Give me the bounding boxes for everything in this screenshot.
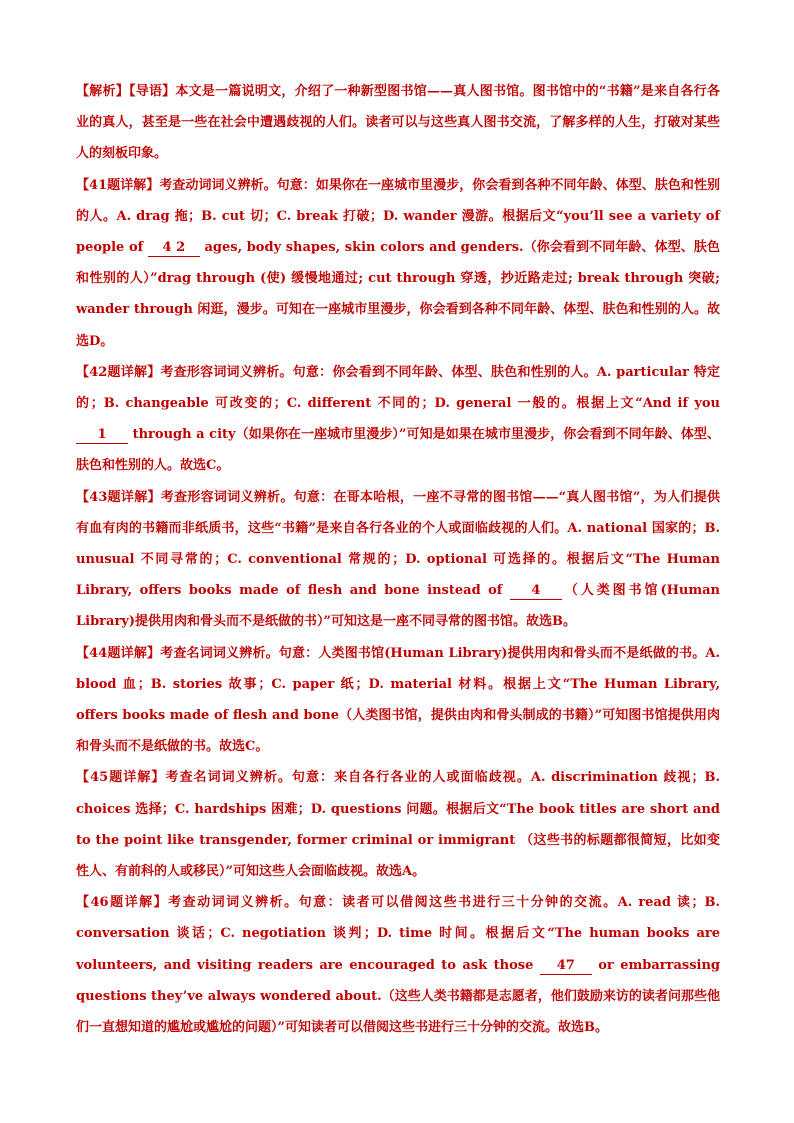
paragraph-text: 【43题详解】考查形容词词义辨析。句意：在哥本哈根，一座不寻常的图书馆——“真人图书馆”，为人们提供有血有肉的书籍而非纸质书，这些“书籍”是来自各行各业的个人或面临歧视的人们。A. national 国家的；B. unusual 不同寻常的；C. conventional 常规的；D. optional 可选择的。根据后文“The Human Library, offers books made of flesh and bone instead of [76,489,720,599]
paragraph-text: 【44题详解】考查名词词义辨析。句意：人类图书馆(Human Library)提供用肉和骨头而不是纸做的书。A. blood 血；B. stories 故事；C. paper 纸；D. material 材料。根据上文“The Human Library, offers books made of flesh and bone（人类图书馆，提供由肉和骨头制成的书籍）”可知图书馆提供用肉和骨头而不是纸做的书。故选C。 [76,645,720,755]
explanation-paragraph-p41 [76,170,720,357]
answer-blank: 1 [76,426,128,444]
explanation-paragraph-p42 [76,357,720,482]
paragraph-text: 【解析】【导语】本文是一篇说明文，介绍了一种新型图书馆——真人图书馆。图书馆中的“书籍”是来自各行各业的真人，甚至是一些在社会中遭遇歧视的人们。读者可以与这些真人图书交流，了解多样的人生，打破对某些人的刻板印象。 [76,84,720,162]
paragraph-text: through a city（如果你在一座城市里漫步）”可知是如果在城市里漫步，你会看到不同年龄、体型、肤色和性别的人。故选C。 [76,427,720,474]
paragraph-text: ages, body shapes, skin colors and genders.（你会看到不同年龄、体型、肤色和性别的人）”drag through (使) 缓慢地通过; cut through 穿透，抄近路走过; break through 突破; wander through 闲逛，漫步。可知在一座城市里漫步，你会看到各种不同年龄、体型、肤色和性别的人。故选D。 [76,240,720,349]
paragraph-text: 【41题详解】考查动词词义辨析。句意：如果你在一座城市里漫步，你会看到各种不同年龄、体型、肤色和性别的人。A. drag 拖；B. cut 切；C. break 打破；D. wander 漫游。根据后文“you’ll see a variety of people of [76,177,720,256]
explanation-paragraph-p45 [76,762,720,887]
paragraph-text: 【45题详解】考查名词词义辨析。句意：来自各行各业的人或面临歧视。A. discrimination 歧视；B. choices 选择；C. hardships 困难；D. questions 问题。根据后文“The book titles are short and to the point like transgender, former criminal or immigrant （这些书的标题都很简短，比如变性人、有前科的人或移民）”可知这些人会面临歧视。故选A。 [76,770,720,880]
explanation-page [76,76,720,1043]
explanation-paragraph-p43 [76,482,720,638]
answer-blank: 4 2 [148,239,200,257]
explanation-paragraph-p46 [76,887,720,1043]
paragraph-text: or embarrassing questions they’ve always wondered about.（这些人类书籍都是志愿者，他们鼓励来访的读者问那些他们一直想知道的尴尬或尴尬的问题）”可知读者可以借阅这些书进行三十分钟的交流。故选B。 [76,957,720,1036]
explanation-paragraph-p44 [76,638,720,763]
paragraph-text: 【46题详解】考查动词词义辨析。句意：读者可以借阅这些书进行三十分钟的交流。A. read 读；B. conversation 谈话；C. negotiation 谈判；D. time 时间。根据后文“The human books are volunteers, and visiting readers are encouraged to ask those [76,895,720,973]
answer-blank: 4 [510,582,562,600]
answer-blank: 47 [540,957,592,975]
explanation-paragraph-p0 [76,76,720,170]
paragraph-text: 【42题详解】考查形容词词义辨析。句意：你会看到不同年龄、体型、肤色和性别的人。A. particular 特定的；B. changeable 可改变的；C. different 不同的；D. general 一般的。根据上文“And if you [76,364,720,412]
paragraph-text: （人类图书馆(Human Library)提供用肉和骨头而不是纸做的书）”可知这是一座不同寻常的图书馆。故选B。 [76,583,720,630]
